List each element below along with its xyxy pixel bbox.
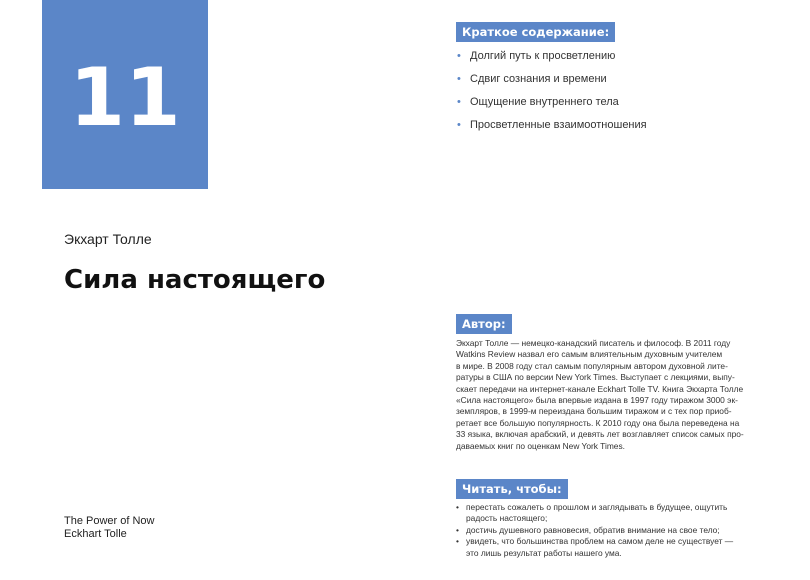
bio-line: в мире. В 2008 году стал самым популярным автором духовной лите-	[456, 360, 728, 371]
author-bio	[456, 338, 772, 452]
read-heading: Читать, чтобы:	[456, 479, 568, 499]
summary-item-label: Просветленные взаимоотношения	[470, 119, 647, 131]
summary-item	[456, 119, 786, 132]
author-section	[456, 314, 772, 452]
bullet-icon: •	[457, 73, 461, 85]
bullet-icon: •	[457, 96, 461, 108]
bullet-icon: •	[457, 119, 461, 131]
bio-line: 33 языка, включая арабский, и девять лет возглавляет список самых про-	[456, 429, 744, 440]
bio-line: ретает все большую популярность. К 2010 году она была переведена на	[456, 417, 740, 428]
read-item-line: достичь душевного равновесия, обратив внимание на свое тело;	[466, 524, 720, 535]
bullet-icon: •	[456, 536, 459, 547]
original-edition	[64, 515, 154, 540]
read-item	[456, 502, 776, 525]
summary-heading: Краткое содержание:	[456, 22, 615, 42]
original-author: Eckhart Tolle	[64, 527, 127, 540]
summary-section	[456, 22, 786, 142]
bio-line: даваемых книг по оценкам New York Times.	[456, 440, 625, 451]
bio-line: Watkins Review назвал его самым влиятельным духовным учителем	[456, 349, 723, 360]
summary-item	[456, 96, 786, 109]
read-item	[456, 536, 776, 559]
summary-item	[456, 73, 786, 86]
bullet-icon: •	[456, 524, 459, 535]
chapter-number-box	[42, 0, 208, 189]
book-title: Сила настоящего	[64, 265, 326, 295]
summary-item-label: Долгий путь к просветлению	[470, 50, 616, 62]
bio-line: «Сила настоящего» была впервые издана в 1997 году тиражом 3000 эк-	[456, 395, 738, 406]
bullet-icon: •	[456, 502, 459, 512]
original-title: The Power of Now	[64, 515, 155, 527]
read-item-line: увидеть, что большинства проблем на самом деле не существует —	[466, 536, 734, 547]
read-item-line: перестать сожалеть о прошлом и заглядывать в будущее, ощутить	[466, 502, 728, 512]
read-item-line: это лишь результат работы нашего ума.	[466, 547, 622, 558]
summary-item	[456, 50, 786, 63]
summary-item-label: Ощущение внутреннего тела	[470, 96, 619, 108]
read-list	[456, 502, 776, 559]
summary-list	[456, 50, 786, 132]
bio-line: Экхарт Толле — немецко-канадский писатель и философ. В 2011 году	[456, 338, 731, 348]
chapter-number: 11	[69, 51, 181, 144]
bio-line: ратуры в США по версии New York Times. Выступает с лекциями, выпу-	[456, 372, 735, 383]
read-section	[456, 479, 776, 559]
bio-line: земпляров, в 1999-м переиздана большим тиражом и с тех пор приоб-	[456, 406, 732, 417]
author-heading: Автор:	[456, 314, 512, 334]
read-item-line: радость настоящего;	[466, 513, 548, 524]
bullet-icon: •	[457, 50, 461, 62]
bio-line: скает передачи на интернет-канале Eckhart Tolle TV. Книга Экхарта Толле	[456, 383, 744, 394]
read-item	[456, 525, 776, 536]
book-author: Экхарт Толле	[64, 231, 152, 247]
summary-item-label: Сдвиг сознания и времени	[470, 73, 607, 85]
